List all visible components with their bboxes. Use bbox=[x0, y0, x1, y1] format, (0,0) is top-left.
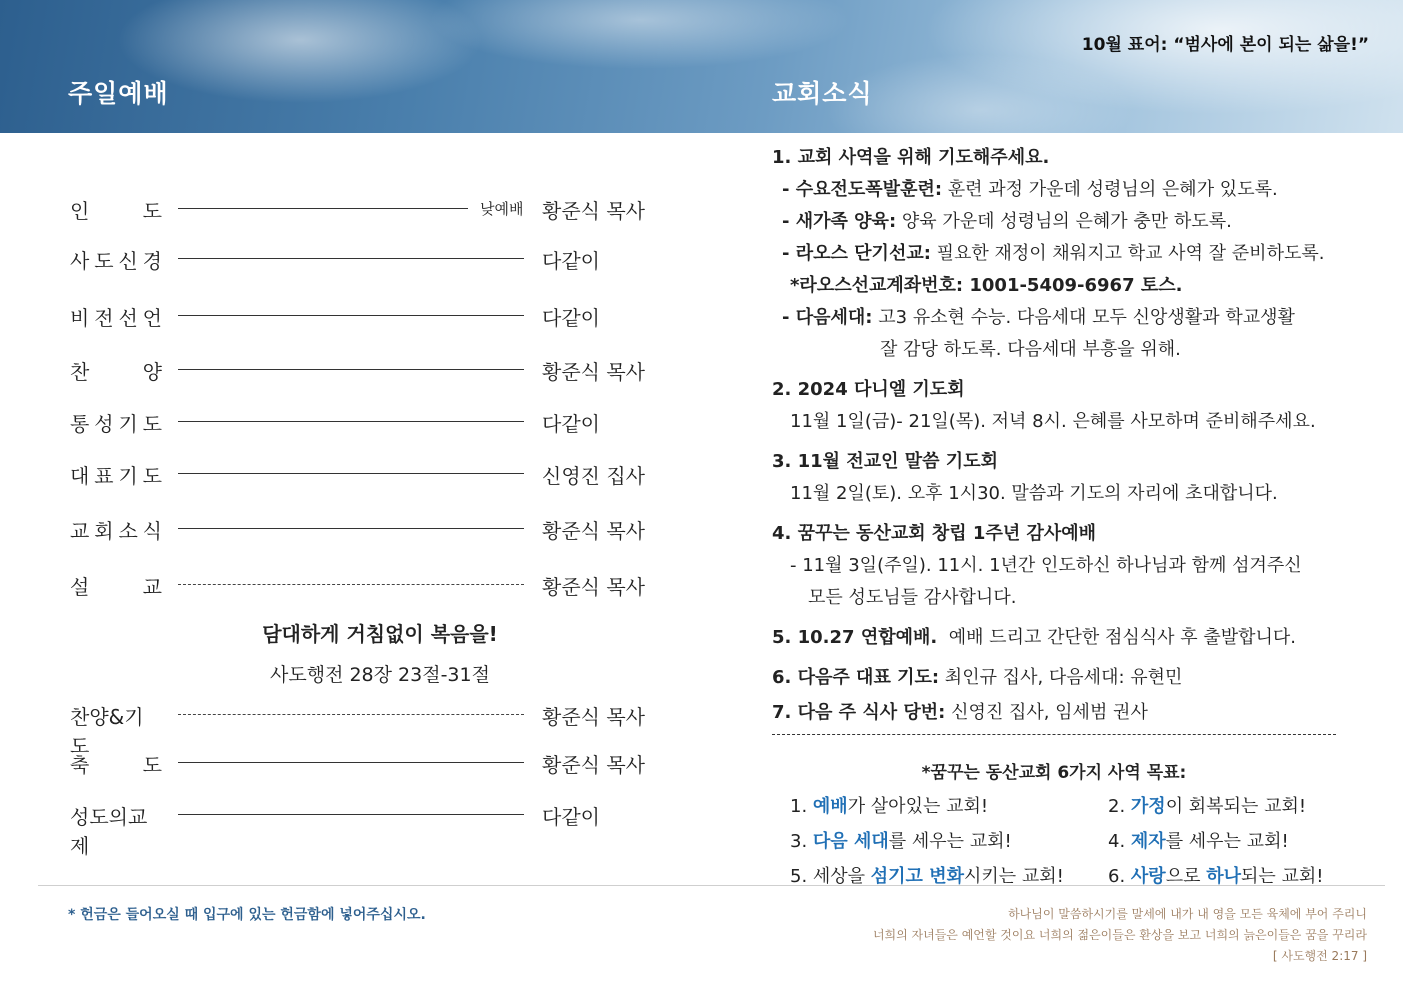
worship-row-leader-line bbox=[178, 814, 524, 815]
worship-row-person: 다같이 bbox=[542, 805, 600, 829]
worship-row-leader-line bbox=[178, 369, 524, 370]
news-item-5: 5. 10.27 연합예배. 예배 드리고 간단한 점심식사 후 출발합니다. bbox=[772, 627, 1296, 648]
worship-row bbox=[70, 458, 670, 488]
worship-row bbox=[70, 699, 670, 758]
worship-row-label-char: 도 bbox=[142, 199, 162, 223]
worship-row-leader-line bbox=[178, 528, 524, 529]
worship-row-label-char: 축 bbox=[70, 753, 90, 777]
news-item-2-text: 11월 1일(금)- 21일(목). 저녁 8시. 은혜를 사모하며 준비해주세요. bbox=[790, 411, 1316, 432]
news-item-4-text: - 11월 3일(주일). 11시. 1년간 인도하신 하나님과 함께 섬겨주신 bbox=[790, 555, 1302, 576]
worship-section-title: 주일예배 bbox=[68, 79, 169, 108]
worship-row-label-char: 설 bbox=[70, 575, 90, 599]
goal-4: 4. 제자를 세우는 교회! bbox=[1108, 831, 1289, 852]
worship-row-person: 다같이 bbox=[542, 306, 600, 330]
worship-row-label-char: 비 bbox=[70, 306, 90, 330]
worship-row-label-char: 도 bbox=[94, 249, 114, 273]
worship-row-label-char: 성 bbox=[94, 412, 114, 436]
worship-row-person: 황준식 목사 bbox=[542, 753, 645, 777]
footer-verse-reference: [ 사도행전 2:17 ] bbox=[1272, 949, 1367, 963]
worship-row-label bbox=[70, 245, 162, 274]
worship-row-label bbox=[70, 571, 162, 600]
worship-row-person: 황준식 목사 bbox=[542, 199, 645, 223]
worship-row-label-char: 대 bbox=[70, 464, 90, 488]
worship-row-leader-line bbox=[178, 315, 524, 316]
worship-row-leader-line bbox=[178, 584, 524, 585]
news-item-1-title: 1. 교회 사역을 위해 기도해주세요. bbox=[772, 147, 1050, 168]
worship-row bbox=[70, 300, 670, 330]
worship-row-label-char: 식 bbox=[142, 519, 162, 543]
worship-row-label-char: 도 bbox=[142, 753, 162, 777]
worship-row bbox=[70, 193, 670, 223]
worship-row-label-char: 회 bbox=[94, 519, 114, 543]
goals-title: *꿈꾸는 동산교회 6가지 사역 목표: bbox=[921, 763, 1187, 783]
footer-verse-line-2: 너희의 자녀들은 예언할 것이요 너희의 젊은이들은 환상을 보고 너희의 늙은이들은 꿈을 꾸리라 bbox=[872, 928, 1367, 942]
news-item-4-cont: 모든 성도님들 감사합니다. bbox=[808, 587, 1017, 608]
worship-row-leader-line bbox=[178, 473, 524, 474]
goal-3: 3. 다음 세대를 세우는 교회! bbox=[790, 831, 1012, 852]
goal-6: 6. 사랑으로 하나되는 교회! bbox=[1108, 866, 1324, 887]
worship-row-label-char: 인 bbox=[70, 199, 90, 223]
worship-row-leader-line bbox=[178, 762, 524, 763]
worship-row-label bbox=[70, 195, 162, 224]
worship-row-label-char: 찬양&기도 bbox=[70, 705, 144, 758]
worship-row-label bbox=[70, 408, 162, 437]
footer-divider bbox=[38, 885, 1385, 886]
worship-row-label-char: 소 bbox=[118, 519, 138, 543]
news-item-3-title: 3. 11월 전교인 말씀 기도회 bbox=[772, 451, 998, 472]
goal-5: 5. 세상을 섬기고 변화시키는 교회! bbox=[790, 866, 1064, 887]
news-item-1d-cont: 잘 감당 하도록. 다음세대 부흥을 위해. bbox=[880, 339, 1181, 360]
worship-row-label-char: 사 bbox=[70, 249, 90, 273]
worship-row-person: 황준식 목사 bbox=[542, 360, 645, 384]
worship-row-label-char: 경 bbox=[142, 249, 162, 273]
worship-row-label-char: 언 bbox=[142, 306, 162, 330]
worship-row-label bbox=[70, 749, 162, 778]
worship-row-label-char: 표 bbox=[94, 464, 114, 488]
worship-row-leader-line bbox=[178, 208, 468, 209]
worship-row-label-char: 기 bbox=[118, 412, 138, 436]
worship-row-person: 황준식 목사 bbox=[542, 519, 645, 543]
worship-row-leader-line bbox=[178, 258, 524, 259]
worship-row-person: 황준식 목사 bbox=[542, 575, 645, 599]
news-item-2-title: 2. 2024 다니엘 기도회 bbox=[772, 379, 965, 400]
worship-row-person: 황준식 목사 bbox=[542, 705, 645, 729]
worship-row-person: 다같이 bbox=[542, 249, 600, 273]
worship-row-label-char: 도 bbox=[142, 464, 162, 488]
worship-row-leader-line bbox=[178, 421, 524, 422]
worship-row-label-char: 신 bbox=[118, 249, 138, 273]
worship-row bbox=[70, 799, 670, 858]
worship-row-label bbox=[70, 460, 162, 489]
worship-row bbox=[70, 747, 670, 777]
goal-1: 1. 예배가 살아있는 교회! bbox=[790, 796, 989, 817]
news-item-7: 7. 다음 주 식사 당번: 신영진 집사, 임세범 권사 bbox=[772, 702, 1148, 723]
footer-verse-line-1: 하나님이 말씀하시기를 말세에 내가 내 영을 모든 육체에 부어 주리니 bbox=[1008, 907, 1367, 921]
news-item-1a: - 수요전도폭발훈련: 훈련 과정 가운데 성령님의 은혜가 있도록. bbox=[782, 179, 1278, 200]
news-item-6: 6. 다음주 대표 기도: 최인규 집사, 다음세대: 유현민 bbox=[772, 667, 1183, 688]
monthly-motto: 10월 표어: “범사에 본이 되는 삶을!” bbox=[1081, 35, 1369, 55]
news-section-title: 교회소식 bbox=[772, 79, 873, 108]
worship-row-label-char: 교 bbox=[142, 575, 162, 599]
worship-row-label-char: 선 bbox=[118, 306, 138, 330]
news-item-3-text: 11월 2일(토). 오후 1시30. 말씀과 기도의 자리에 초대합니다. bbox=[790, 483, 1278, 504]
worship-row-person: 신영진 집사 bbox=[542, 464, 645, 488]
news-divider bbox=[772, 734, 1336, 735]
sermon-title: 담대하게 거침없이 복음을! bbox=[262, 622, 498, 646]
worship-row-label bbox=[70, 515, 162, 544]
worship-row-label-char: 성도의교제 bbox=[70, 805, 148, 858]
sermon-scripture: 사도행전 28장 23절-31절 bbox=[270, 664, 490, 686]
worship-row bbox=[70, 406, 670, 436]
worship-row-label bbox=[70, 356, 162, 385]
offering-notice: * 헌금은 들어오실 때 입구에 있는 헌금함에 넣어주십시오. bbox=[68, 907, 426, 923]
news-item-1d: - 다음세대: 고3 유소현 수능. 다음세대 모두 신앙생활과 학교생활 bbox=[782, 307, 1295, 328]
news-item-1c-account: *라오스선교계좌번호: 1001-5409-6967 토스. bbox=[790, 275, 1183, 296]
worship-row-label-char: 교 bbox=[70, 519, 90, 543]
news-item-1c: - 라오스 단기선교: 필요한 재정이 채워지고 학교 사역 잘 준비하도록. bbox=[782, 243, 1325, 264]
worship-row-label-char: 기 bbox=[118, 464, 138, 488]
worship-row-label bbox=[70, 302, 162, 331]
worship-row-label-char: 찬 bbox=[70, 360, 90, 384]
news-item-4-title: 4. 꿈꾸는 동산교회 창립 1주년 감사예배 bbox=[772, 523, 1097, 544]
worship-row-label-char: 도 bbox=[142, 412, 162, 436]
worship-row-person: 다같이 bbox=[542, 412, 600, 436]
worship-row bbox=[70, 513, 670, 543]
worship-row-leader-line bbox=[178, 714, 524, 715]
worship-row-label bbox=[70, 801, 162, 859]
worship-row-label-char: 전 bbox=[94, 306, 114, 330]
worship-row bbox=[70, 354, 670, 384]
worship-row bbox=[70, 569, 670, 599]
news-item-1b: - 새가족 양육: 양육 가운데 성령님의 은혜가 충만 하도록. bbox=[782, 211, 1232, 232]
goal-2: 2. 가정이 회복되는 교회! bbox=[1108, 796, 1307, 817]
worship-row-note: 낮예배 bbox=[480, 200, 524, 218]
header-banner bbox=[0, 0, 1403, 133]
worship-row bbox=[70, 243, 670, 273]
worship-row-label-char: 통 bbox=[70, 412, 90, 436]
worship-row-label-char: 양 bbox=[142, 360, 162, 384]
